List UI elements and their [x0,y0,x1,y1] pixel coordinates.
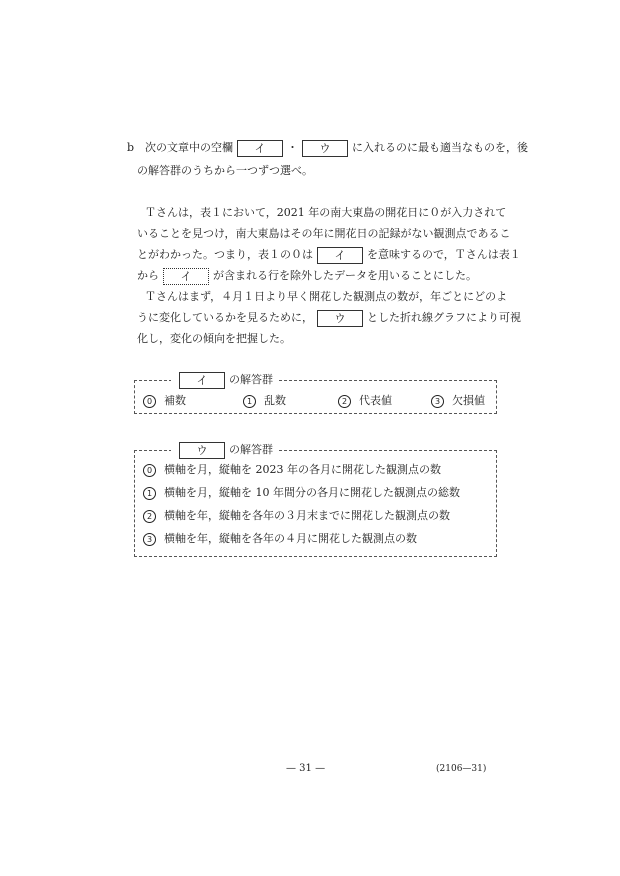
text: 横軸を月，縦軸を 2023 年の各月に開花した観測点の数 [164,463,441,476]
text: の解答群 [229,443,273,456]
passage-line [137,267,477,285]
text: 次の文章中の空欄 [145,141,233,154]
text: 乱数 [264,394,286,407]
page-number: — 31 — [286,763,326,774]
question-line-1 [145,139,528,157]
answer-group-u [134,443,497,557]
text: ・ [287,141,298,154]
number-icon: 3 [431,395,444,408]
number-icon: 1 [243,395,256,408]
passage-line: Ｔさんはまず，４月１日より早く開花した観測点の数が，年ごとにどのよ [145,290,508,303]
number-icon: 0 [143,395,156,408]
text: 横軸を月，縦軸を 10 年間分の各月に開花した観測点の総数 [164,486,460,499]
option-0[interactable] [143,461,441,477]
passage-line [137,309,521,327]
passage-line: いることを見つけ，南大東島はその年に開花日の記録がない観測点であるこ [137,227,511,240]
text: 代表値 [359,394,392,407]
group-title [171,371,277,389]
blank-i: イ [179,372,225,389]
blank-u: ウ [179,442,225,459]
option-1[interactable] [243,392,286,408]
text: を意味するので，Ｔさんは表１ [367,248,521,261]
blank-u: ウ [302,140,348,157]
group-title [171,441,277,459]
option-2[interactable] [338,392,392,408]
blank-i: イ [237,140,283,157]
option-3[interactable] [431,392,485,408]
option-1[interactable] [143,484,460,500]
blank-i: イ [317,247,363,264]
number-icon: 2 [338,395,351,408]
text: 横軸を年，縦軸を各年の４月に開花した観測点の数 [164,532,417,545]
text: 補数 [164,394,186,407]
text: うに変化しているかを見るために， [137,311,313,324]
text: の解答群 [229,373,273,386]
option-2[interactable] [143,507,450,523]
answer-group-i [134,373,497,414]
number-icon: 0 [143,464,156,477]
passage-line [137,246,521,264]
option-0[interactable] [143,392,186,408]
text: 横軸を年，縦軸を各年の３月末までに開花した観測点の数 [164,509,450,522]
question-label: b [127,141,135,154]
number-icon: 1 [143,487,156,500]
number-icon: 3 [143,533,156,546]
page-code: (2106—31) [436,764,487,774]
blank-u: ウ [317,310,363,327]
question-line-2: の解答群のうちから一つずつ選べ。 [137,164,313,177]
text: とがわかった。つまり，表１の０は [137,248,313,261]
text: に入れるのに最も適当なものを，後 [352,141,528,154]
text: 欠損値 [452,394,485,407]
text: とした折れ線グラフにより可視 [367,311,521,324]
passage-line: Ｔさんは，表１において，2021 年の南大東島の開花日に０が入力されて [145,206,507,219]
passage-line: 化し，変化の傾向を把握した。 [137,332,291,345]
option-3[interactable] [143,530,417,546]
blank-i: イ [163,268,209,285]
text: から [137,269,159,282]
number-icon: 2 [143,510,156,523]
text: が含まれる行を除外したデータを用いることにした。 [213,269,477,282]
